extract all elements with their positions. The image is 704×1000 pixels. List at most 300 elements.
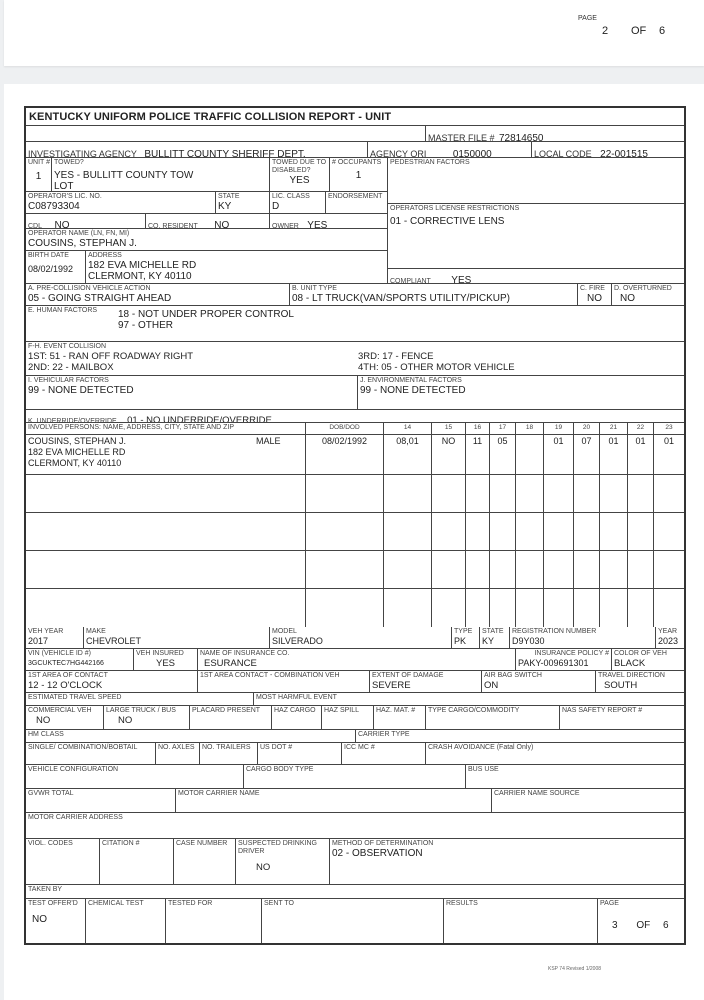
license-restrictions-value: 01 - CORRECTIVE LENS [390,216,505,227]
person-code-17 [490,435,516,474]
column-header-15 [432,423,466,434]
person-code-15 [432,589,466,627]
haz-mat-field [374,706,426,729]
veh-type-label: TYPE [454,628,473,635]
veh-insured-value: YES [155,658,175,669]
veh-insured-label: VEH INSURED [136,650,184,657]
towed-disabled-value: YES [289,175,310,186]
person-code-17 [490,589,516,627]
event-1st: 1ST: 51 - RAN OFF ROADWAY RIGHT [28,351,194,362]
environmental-factors-field [358,376,684,409]
chemical-test-label: CHEMICAL TEST [88,900,144,907]
method-value: 02 - OBSERVATION [332,848,423,859]
operator-name-value: COUSINS, STEPHAN J. [28,238,137,249]
carrier-source-label: CARRIER NAME SOURCE [494,790,580,797]
person-code-16 [466,513,490,550]
column-header-20 [574,423,600,434]
person-code-15 [432,435,466,474]
prev-page-number: 2 [602,25,609,37]
veh-config-label: VEHICLE CONFIGURATION [28,766,119,773]
environmental-factors-label: J. ENVIRONMENTAL FACTORS [360,377,462,384]
reg-state-label: STATE [482,628,504,635]
person-code-19 [544,435,574,474]
person-row [26,513,684,551]
citation-field [100,839,174,884]
method-label: METHOD OF DETERMINATION [332,840,434,847]
drinking-field [236,839,330,884]
previous-page-fragment [4,0,704,66]
vehicular-factors-value: 99 - NONE DETECTED [28,385,134,396]
birth-date-value: 08/02/1992 [28,264,74,274]
person-code-22 [628,475,654,512]
color-label: COLOR OF VEH [614,650,667,657]
commercial-field [26,706,104,729]
make-label: MAKE [86,628,106,635]
event-3rd: 3RD: 17 - FENCE [358,351,434,362]
person-code-23 [654,513,684,550]
cdl-label: CDL [28,223,43,228]
pedestrian-factors-label: PEDESTRIAN FACTORS [390,159,470,166]
method-field [330,839,684,884]
person-code-20 [574,475,600,512]
agency-value: BULLITT COUNTY SHERIFF DEPT. [144,149,306,157]
license-restrictions-field [388,204,684,268]
first-contact-combo-field [198,671,370,692]
person-code-19 [544,589,574,627]
person-code-14 [384,551,432,588]
unit-field [26,158,52,191]
column-header-21 [600,423,628,434]
form-id: KSP 74 Revised 1/2008 [548,966,602,972]
bus-use-label: BUS USE [468,766,499,773]
carrier-type-label: CARRIER TYPE [358,731,410,738]
person-name-address [26,475,306,512]
master-file-field [426,126,684,141]
vin-value: 3GCUKTEC7HG442166 [28,660,104,667]
human-factors-field [26,306,684,341]
person-code-21 [600,475,628,512]
person-code-22 [628,435,654,474]
occupants-value: 1 [355,170,362,181]
persons-header-text: INVOLVED PERSONS: NAME, ADDRESS, CITY, STATE AND ZIP [28,424,235,431]
bus-use-field [466,765,684,788]
first-contact-label: 1ST AREA OF CONTACT [28,672,108,679]
haz-spill-label: HAZ SPILL [324,707,360,714]
vin-label: VIN (VEHICLE ID #) [28,650,92,657]
haz-cargo-field [272,706,322,729]
prev-page-label: PAGE [578,15,597,22]
veh-type-field [452,627,480,648]
address-field [86,251,387,283]
airbag-label: AIR BAG SWITCH [484,672,542,679]
first-contact-value: 12 - 12 O'CLOCK [28,680,103,691]
column-header-19 [544,423,574,434]
vehicular-factors-field [26,376,358,409]
unit-label: UNIT # [28,159,51,166]
person-code-15 [432,551,466,588]
cargo-body-label: CARGO BODY TYPE [246,766,314,773]
overturned-field [612,284,684,305]
event-collision-label: F-H. EVENT COLLISION [28,343,107,350]
local-code-value: 22-001515 [600,149,648,157]
veh-year-field [26,627,84,648]
model-label: MODEL [272,628,297,635]
carrier-name-field [176,789,492,812]
direction-field [596,671,684,692]
person-code-value: 01 [635,436,646,446]
results-label: RESULTS [446,900,478,907]
column-header-text: 22 [636,424,645,431]
birth-date-label: BIRTH DATE [28,252,69,259]
iccmc-field [342,743,426,764]
co-resident-value: NO [214,220,230,228]
direction-value: SOUTH [604,680,638,691]
trailers-field [200,743,258,764]
person-name: COUSINS, STEPHAN J. [28,436,127,446]
overturned-value: NO [620,293,635,304]
column-header-23 [654,423,684,434]
master-file-label: MASTER FILE # [428,133,495,141]
person-dob [306,435,384,474]
damage-label: EXTENT OF DAMAGE [372,672,444,679]
involved-persons-table [26,423,684,627]
crash-avoid-label: CRASH AVOIDANCE (Fatal Only) [428,744,534,751]
person-code-16 [466,475,490,512]
model-field [270,627,452,648]
veh-year-value: 2017 [28,636,49,646]
tested-for-label: TESTED FOR [168,900,213,907]
cargo-body-field [244,765,466,788]
column-header-17 [490,423,516,434]
person-name-address [26,513,306,550]
citation-label: CITATION # [102,840,140,847]
dob-header-text: DOB/DOD [329,424,360,431]
event-2nd: 2ND: 22 - MAILBOX [28,362,114,373]
person-code-value: 11 [472,436,483,446]
carrier-address-label: MOTOR CARRIER ADDRESS [28,814,123,821]
large-truck-label: LARGE TRUCK / BUS [106,707,176,714]
prev-page-total: 6 [659,25,666,37]
co-resident-field [146,214,270,228]
person-code-value: 01 [608,436,619,446]
unit-value: 1 [35,171,42,182]
damage-field [370,671,482,692]
veh-year-label: VEH YEAR [28,628,64,635]
agency-field [26,142,368,157]
veh-insured-field [134,649,198,670]
agency-ori-field [368,142,532,157]
single-combo-field [26,743,156,764]
unit-type-field [290,284,578,305]
pedestrian-factors-field [388,158,684,203]
pre-collision-label: A. PRE-COLLISION VEHICLE ACTION [28,285,151,292]
collision-report-form [24,106,686,945]
model-value: SILVERADO [272,636,323,646]
test-offered-label: TEST OFFER'D [28,900,78,907]
carrier-name-label: MOTOR CARRIER NAME [178,790,260,797]
column-header-18 [516,423,544,434]
placard-field [190,706,272,729]
person-row [26,551,684,589]
first-contact-field [26,671,198,692]
person-code-17 [490,551,516,588]
compliant-field [388,269,684,283]
fire-field [578,284,612,305]
single-combo-label: SINGLE/ COMBINATION/BOBTAIL [28,744,138,751]
owner-value: YES [307,220,328,228]
harmful-event-field [254,693,684,705]
occupants-label: # OCCUPANTS [332,159,382,166]
axles-field [156,743,200,764]
column-header-text: 15 [444,424,453,431]
tested-for-field [166,899,262,943]
person-code-18 [516,435,544,474]
reg-year-field [656,627,684,648]
person-code-value: 01 [663,436,674,446]
underride-value: 01 - NO UNDERRIDE/OVERRIDE [127,415,272,422]
person-dob-value: 08/02/1992 [321,436,368,446]
results-field [444,899,598,943]
column-header-text: 14 [403,424,412,431]
birth-date-field [26,251,86,283]
person-name-address [26,589,306,627]
license-state-label: STATE [218,193,240,200]
vehicular-factors-label: I. VEHICULAR FACTORS [28,377,109,384]
person-code-18 [516,513,544,550]
usdot-field [258,743,342,764]
person-code-23 [654,435,684,474]
person-address-line1: 182 EVA MICHELLE RD [28,447,126,457]
column-header-text: 17 [498,424,507,431]
crash-avoid-field [426,743,684,764]
chemical-test-field [86,899,166,943]
person-code-21 [600,513,628,550]
viol-codes-field [26,839,100,884]
page-field [598,899,684,943]
event-collision-field [26,342,684,375]
person-code-14 [384,475,432,512]
owner-label: OWNER [272,223,299,228]
gvwr-field [26,789,176,812]
column-header-text: 23 [665,424,673,431]
overturned-label: D. OVERTURNED [614,285,672,292]
prev-page-of: OF [631,25,647,37]
human-factor-2: 97 - OTHER [118,320,174,331]
color-field [612,649,684,670]
address-label: ADDRESS [88,252,122,259]
towed-label: TOWED? [54,159,84,166]
carrier-source-field [492,789,684,812]
human-factor-1: 18 - NOT UNDER PROPER CONTROL [118,309,294,320]
person-name-address [26,551,306,588]
insurance-co-value: ESURANCE [204,658,257,669]
environmental-factors-value: 99 - NONE DETECTED [360,385,466,396]
compliant-value: YES [451,275,472,283]
column-header-text: 20 [582,424,591,431]
usdot-label: US DOT # [260,744,293,751]
towed-disabled-field [270,158,330,191]
person-code-23 [654,551,684,588]
make-value: CHEVROLET [86,636,142,646]
underride-label: K. UNDERRIDE/OVERRIDE [28,418,117,422]
reg-state-field [480,627,510,648]
harmful-event-label: MOST HARMFUL EVENT [256,694,337,701]
cargo-type-label: TYPE CARGO/COMMODITY [428,707,520,714]
towed-disabled-label: TOWED DUE TO DISABLED? [272,159,327,174]
person-name-address [26,435,306,474]
person-code-14 [384,513,432,550]
person-code-20 [574,551,600,588]
person-code-19 [544,475,574,512]
axles-label: NO. AXLES [158,744,195,751]
make-field [84,627,270,648]
person-row [26,589,684,627]
agency-ori-label: AGENCY ORI [370,149,427,157]
vin-field [26,649,134,670]
endorsement-field [326,192,387,213]
fire-label: C. FIRE [580,285,605,292]
person-dob [306,513,384,550]
pre-collision-value: 05 - GOING STRAIGHT AHEAD [28,293,172,304]
license-state-value: KY [218,201,232,212]
address-line2: CLERMONT, KY 40110 [88,271,192,282]
person-code-23 [654,589,684,627]
test-offered-value: NO [32,914,47,925]
fire-value: NO [587,293,602,304]
gvwr-label: GVWR TOTAL [28,790,74,797]
endorsement-label: ENDORSEMENT [328,193,383,200]
large-truck-field [104,706,190,729]
person-dob [306,475,384,512]
hm-class-label: HM CLASS [28,731,64,738]
compliant-label: COMPLIANT [390,278,431,283]
owner-field [270,214,387,228]
policy-field [516,649,612,670]
person-code-15 [432,513,466,550]
operator-name-field [26,229,387,250]
haz-mat-label: HAZ. MAT. # [376,707,416,714]
license-class-value: D [272,201,280,212]
insurance-co-label: NAME OF INSURANCE CO. [200,650,290,657]
direction-label: TRAVEL DIRECTION [598,672,665,679]
person-code-21 [600,589,628,627]
person-code-21 [600,435,628,474]
sent-to-label: SENT TO [264,900,294,907]
person-code-16 [466,589,490,627]
insurance-co-field [198,649,516,670]
drinking-value: NO [256,862,271,873]
person-code-value: 08,01 [396,436,419,446]
carrier-address-field [26,813,684,838]
haz-cargo-label: HAZ CARGO [274,707,316,714]
blank [26,126,426,141]
commercial-value: NO [36,715,51,726]
reg-state-value: KY [482,636,495,646]
column-header-text: 18 [525,424,534,431]
unit-type-label: B. UNIT TYPE [292,285,337,292]
case-number-field [174,839,236,884]
airbag-field [482,671,596,692]
license-class-field [270,192,326,213]
nas-field [560,706,684,729]
person-code-18 [516,551,544,588]
human-factors-label: E. HUMAN FACTORS [28,307,98,314]
agency-ori-value: 0150000 [452,149,492,157]
operator-license-value: C08793304 [28,201,80,212]
person-code-14 [384,435,432,474]
event-4th: 4TH: 05 - OTHER MOTOR VEHICLE [358,362,515,373]
hm-class-field [26,730,356,742]
first-contact-combo-label: 1ST AREA CONTACT - COMBINATION VEH [200,672,340,679]
dob-header [306,423,384,434]
page-of: OF [636,920,651,931]
license-state-field [216,192,270,213]
reg-year-value: 2023 [658,636,679,646]
registration-field [510,627,656,648]
operator-license-label: OPERATOR'S LIC. NO. [28,193,102,200]
cargo-type-field [426,706,560,729]
sent-to-field [262,899,444,943]
cdl-field [26,214,146,228]
person-code-value: 05 [497,436,508,446]
agency-label: INVESTIGATING AGENCY [28,149,137,157]
co-resident-label: CO. RESIDENT [148,223,198,228]
person-dob [306,551,384,588]
person-code-16 [466,435,490,474]
form-title: KENTUCKY UNIFORM POLICE TRAFFIC COLLISION REPORT - UNIT [29,111,392,123]
person-row [26,475,684,513]
person-code-22 [628,589,654,627]
person-code-19 [544,513,574,550]
airbag-value: ON [484,680,499,691]
person-code-17 [490,513,516,550]
operator-name-label: OPERATOR NAME (LN, FN, MI) [28,230,130,237]
test-offered-field [26,899,86,943]
reg-year-label: YEAR [658,628,678,635]
underride-field [26,410,684,422]
color-value: BLACK [614,658,646,669]
placard-label: PLACARD PRESENT [192,707,261,714]
person-code-18 [516,475,544,512]
commercial-label: COMMERCIAL VEH [28,707,92,714]
person-sex: MALE [256,436,281,446]
pre-collision-field [26,284,290,305]
column-header-text: 16 [473,424,482,431]
column-header-22 [628,423,654,434]
person-code-23 [654,475,684,512]
large-truck-value: NO [118,715,133,726]
license-restrictions-label: OPERATORS LICENSE RESTRICTIONS [390,205,520,212]
person-code-22 [628,551,654,588]
person-code-18 [516,589,544,627]
person-code-value: NO [441,436,456,446]
person-code-17 [490,475,516,512]
speed-label: ESTIMATED TRAVEL SPEED [28,694,122,701]
iccmc-label: ICC MC # [344,744,375,751]
person-code-22 [628,513,654,550]
damage-value: SEVERE [372,680,411,691]
person-code-16 [466,551,490,588]
trailers-label: NO. TRAILERS [202,744,251,751]
occupants-field [330,158,387,191]
person-code-15 [432,475,466,512]
person-code-19 [544,551,574,588]
master-file-value: 72814650 [498,133,544,141]
person-row [26,435,684,475]
veh-config-field [26,765,244,788]
local-code-field [532,142,684,157]
page-label: PAGE [600,900,619,907]
